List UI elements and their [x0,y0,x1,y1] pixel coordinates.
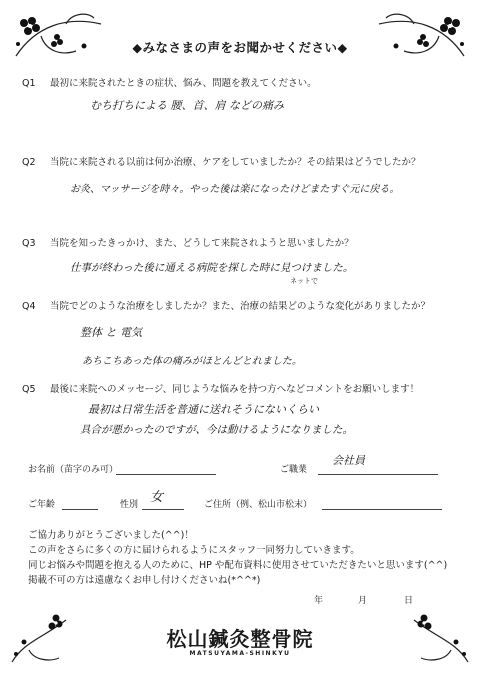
question-number: Q3 [22,238,36,249]
answer-4-line-1: 整体 と 電気 [80,326,142,339]
question-text: 最初に来院されたときの症状、悩み、問題を教えてください。 [50,78,317,89]
address-field[interactable] [322,497,442,510]
answer-3: 仕事が終わった後に通える病院を探した時に見つけました。 [70,262,354,274]
question-text: 最後に来院へのメッセージ、同じような悩みを持つ方へなどコメントをお願いします！ [50,384,420,395]
form-title: ◆みなさまの声をお聞かせください◆ [132,40,348,55]
question-5 [22,381,419,395]
answer-4-line-2: あちこちあった体の痛みがほとんどとれました。 [82,356,302,367]
floral-ornament-top-left [6,6,106,66]
floral-ornament-top-right [374,6,474,66]
question-2 [22,154,421,168]
clinic-logo-romaji: MATSUYAMA-SHINKYU [189,650,291,657]
date-month-label: 月 [358,596,368,606]
answer-2: お灸、マッサージを時々。やった後は楽になったけどまたすぐ元に戻る。 [70,184,400,195]
question-number: Q2 [22,157,36,168]
opt-out-line: 掲載不可の方は遠慮なくお申し付けくださいね(*^^*) [28,575,261,586]
gender-value: 女 [150,490,164,505]
effort-line: この声をさらに多くの方に届けられるようにスタッフ一同努力していきます。 [28,545,360,556]
answer-1: むち打ちによる 腰、首、肩 などの痛み [90,99,284,112]
question-number: Q4 [22,301,36,312]
age-field[interactable] [62,497,98,510]
usage-line: 同じお悩みや問題を抱える人のために、HP や配布資料に使用させていただきたいと思います(^^) [28,560,448,571]
thanks-line: ご協力ありがとうございました(^^)！ [28,530,194,541]
gender-label: 性別 [120,500,139,510]
address-label: ご住所（例、松山市松末） [204,500,313,510]
name-label: お名前（苗字のみ可） [28,465,119,475]
question-1 [22,75,317,89]
date-day-label: 日 [404,596,414,606]
clinic-logo: 松山鍼灸整骨院 [166,627,314,651]
occupation-label: ご職業 [280,465,308,475]
answer-3-annotation: ネットで [290,277,318,285]
answer-5-line-1: 最初は日常生活を普通に送れそうにないくらい [88,403,319,416]
question-text: 当院を知ったきっかけ、また、どうして来院されようと思いましたか？ [50,238,354,249]
occupation-value: 会社員 [332,454,365,467]
question-number: Q5 [22,384,36,395]
answer-5-line-2: 具合が悪かったのですが、今は動けるようになりました。 [80,424,353,436]
name-field[interactable] [116,462,216,475]
date-year-label: 年 [314,596,324,606]
question-text: 当院に来院される以前は何か治療、ケアをしていましたか？その結果はどうでしたか？ [50,157,421,168]
question-number: Q1 [22,78,36,89]
age-label: ご年齢 [28,500,56,510]
question-3 [22,235,354,249]
question-4 [22,298,430,312]
question-text: 当院でどのような治療をしましたか？また、治療の結果どのような変化がありましたか？ [50,301,431,312]
